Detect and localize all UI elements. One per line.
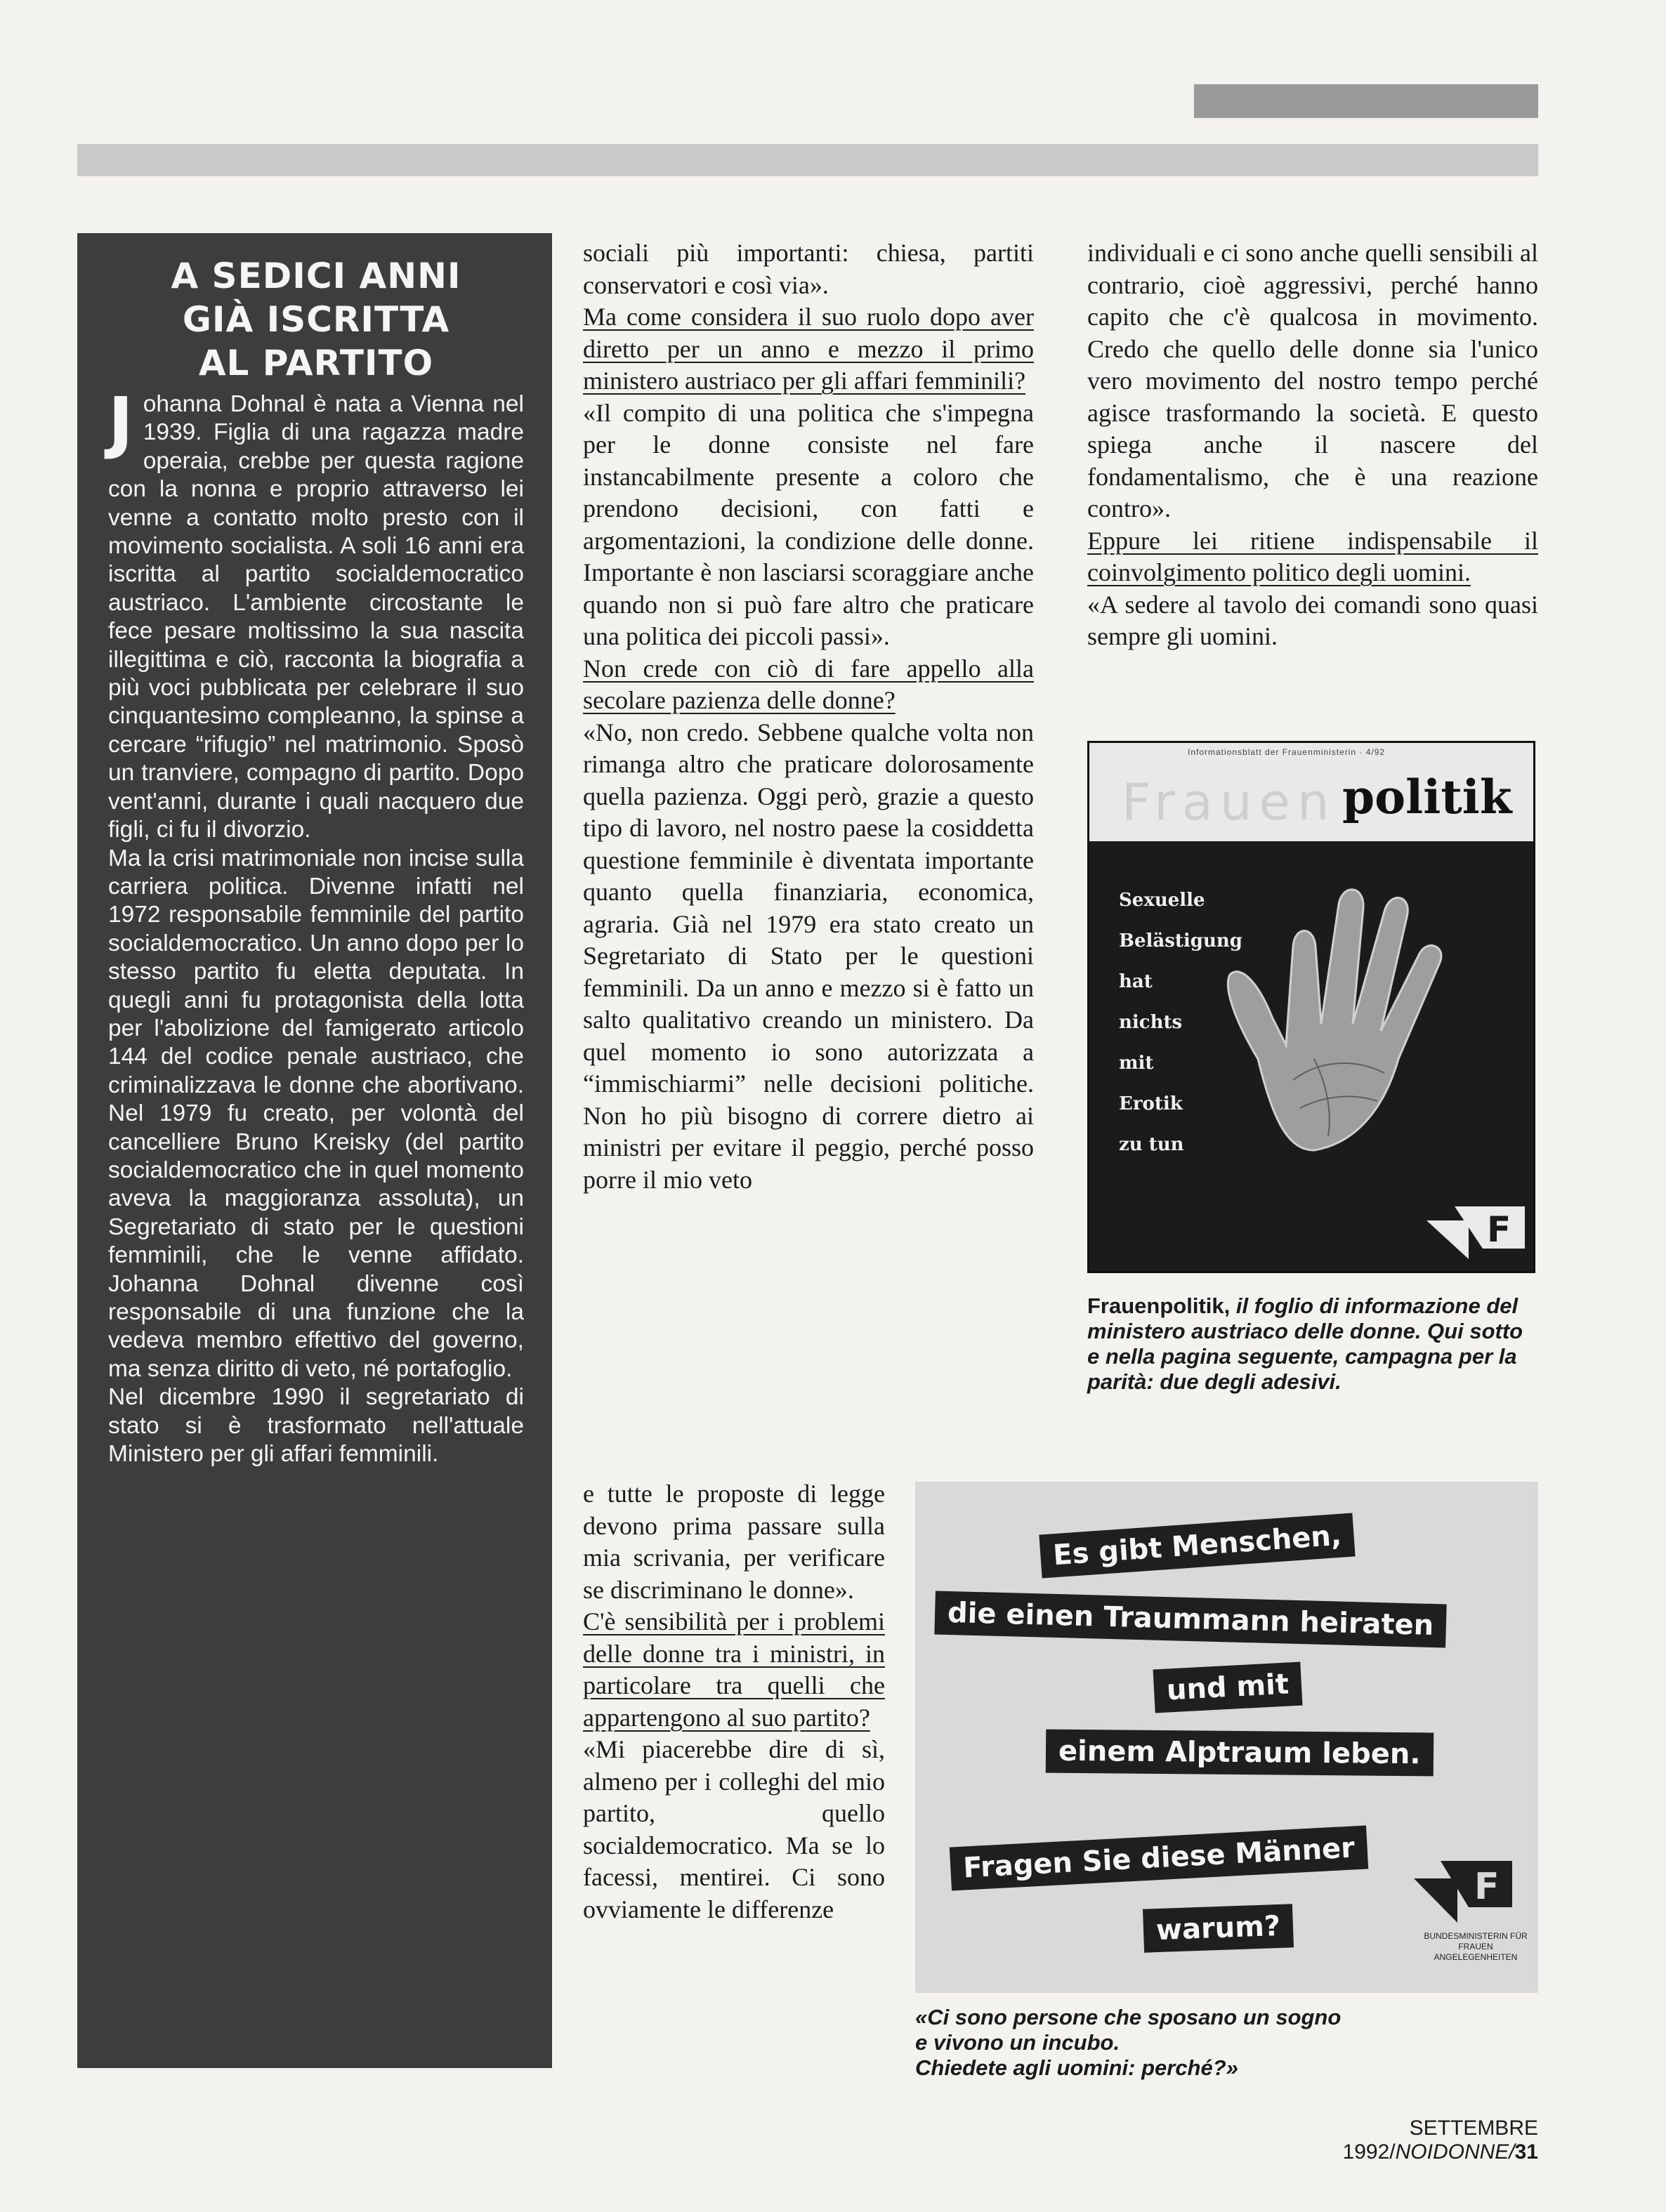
sticker-caption [915, 2005, 1538, 2081]
col2-question-1: Ma come considera il suo ruolo dopo aver diretto per un anno e mezzo il primo ministero austriaco per gli affari femminili? [583, 303, 1034, 395]
cover-word-1: Sexuelle [1119, 890, 1205, 911]
sticker-line-1: Es gibt Menschen, [1039, 1513, 1356, 1578]
sidebar-text [108, 383, 524, 1468]
sticker-line-6: warum? [1143, 1904, 1294, 1952]
cover-word-6: Erotik [1119, 1093, 1183, 1114]
sticker-caption-line-3: Chiedete agli uomini: perché?» [915, 2055, 1238, 2080]
svg-text:F: F [1487, 1209, 1511, 1250]
cover-word-4: nichts [1119, 1012, 1183, 1033]
cover-caption-bold: Frauenpolitik, [1087, 1293, 1231, 1318]
sidebar-paragraph-3: Nel dicembre 1990 il segretariato di stato si è trasformato nell'attuale Ministero per gli affari femminili. [108, 1384, 524, 1468]
sidebar-paragraph-2: Ma la crisi matrimoniale non incise sulla carriera politica. Divenne infatti nel 1972 responsabile femminile del partito socialdemocratico. Un anno dopo per lo stesso partito fu eletta deputata. In quegli anni fu protagonista della lotta per l'abolizione del famigerato articolo 144 del codice penale austriaco, che criminalizzava le donne che abortivano. Nel 1979 fu creato, per volontà del cancelliere Bruno Kreisky (del partito socialdemocratico che in quel momento aveva la maggioranza assoluta), un Segretariato di stato per le questioni femminili, che le venne affidato. Johanna Dohnal divenne così responsabile di una funzione che la vedeva membro effettivo del governo, ma senza diritto di veto, né portafoglio. [108, 845, 524, 1382]
page-footer [1215, 2116, 1538, 2164]
sticker-logo-icon [1414, 1861, 1512, 1924]
hand-icon [1209, 848, 1518, 1185]
campaign-sticker [915, 1482, 1538, 1993]
header-strip [1194, 84, 1538, 118]
sidebar-paragraph-1-text: ohanna Dohnal è nata a Vienna nel 1939. Figlia di una ragazza madre operaia, crebbe per questa ragione con la nonna e proprio attraverso lei venne a contatto molto presto con il movimento socialista. A soli 16 anni era iscritta al partito socialdemocratico austriaco. L'ambiente circostante le fece pesare moltissimo la sua nascita illegittima e ciò, racconta la biografia a più voci pubblicata per celebrare il suo cinquantesimo compleanno, la spinse a cercare “rifugio” nel matrimonio. Sposò un tranviere, compagno di partito. Dopo vent'anni, durante i quali nacquero due figli, ci fu il divorzio. [108, 391, 524, 843]
sticker-caption-line-2: e vivono un incubo. [915, 2030, 1120, 2055]
col2-paragraph-3: «No, non credo. Sebbene qualche volta non rimanga altro che praticare dolorosamente quella pazienza. Oggi però, grazie a questo tipo di lavoro, nel nostro paese la cosiddetta questione femminile è diventata importante quanto quella finanziaria, economica, agraria. Già nel 1979 era stato creato un Segretariato di Stato per le questioni femminili. Da un anno e mezzo si è fatto un salto qualitativo creando un ministero. Da quel momento io sono autorizzata a “immischiarmi” nelle decisioni politiche. Non ho più bisogno di correre dietro ai ministri per evitare il peggio, perché posso porre il mio veto [583, 718, 1034, 1194]
col2-paragraph-2: «Il compito di una politica che s'impegna per le donne consiste nel fare instancabilmente presente a coloro che prendono decisioni, con fatti e argomentazioni, la condizione delle donne. Importante è non lasciarsi scoraggiare anche quando non si può fare altro che praticare una politica dei piccoli passi». [583, 398, 1034, 650]
article-column-3 [1087, 237, 1538, 653]
svg-text:F: F [1474, 1866, 1500, 1908]
col2-question-3: C'è sensibilità per i problemi delle donne tra i ministri, in particolare tra quelli che appartengono al suo partito? [583, 1607, 885, 1732]
cover-caption [1087, 1293, 1537, 1395]
cover-small-text: Informationsblatt der Frauenministerin · 4/92 [1188, 747, 1386, 757]
sticker-line-2: die einen Traummann heiraten [934, 1591, 1447, 1647]
sticker-logo-text: BUNDESMINISTERIN FÜR FRAUEN ANGELEGENHEITEN [1424, 1931, 1528, 1962]
footer-date: SETTEMBRE 1992/ [1342, 2116, 1538, 2164]
sidebar-title-line-1: A SEDICI ANNI [171, 256, 461, 296]
frauenpolitik-cover [1087, 741, 1535, 1273]
cover-caption-text: il foglio di informazione del ministero austriaco delle donne. Qui sotto e nella pagina seguente, campagna per la parità: due degli adesivi. [1087, 1293, 1523, 1394]
header-band [77, 144, 1538, 176]
cover-word-5: mit [1119, 1053, 1154, 1074]
col3-paragraph-2: «A sedere al tavolo dei comandi sono quasi sempre gli uomini. [1087, 590, 1538, 650]
sticker-line-4: einem Alptraum leben. [1046, 1730, 1434, 1777]
col2-paragraph-4: e tutte le proposte di legge devono prima passare sulla mia scrivania, per verificare se discriminano le donne». [583, 1480, 885, 1604]
sidebar-box [77, 233, 552, 2068]
sticker-line-5: Fragen Sie diese Männer [950, 1825, 1369, 1890]
drop-cap: J [108, 383, 133, 461]
article-column-2-narrow [583, 1478, 885, 1925]
col2-paragraph-1: sociali più importanti: chiesa, partiti conservatori e così via». [583, 239, 1034, 299]
footer-magazine: NOIDONNE/ [1395, 2140, 1515, 2164]
col2-question-2: Non crede con ciò di fare appello alla secolare pazienza delle donne? [583, 654, 1034, 714]
sticker-line-3: und mit [1153, 1662, 1303, 1713]
sidebar-paragraph-1 [108, 383, 524, 845]
cover-headline [1119, 880, 1242, 1165]
article-column-2 [583, 237, 1034, 1196]
col3-question-1: Eppure lei ritiene indispensabile il coinvolgimento politico degli uomini. [1087, 526, 1538, 586]
cover-word-7: zu tun [1119, 1134, 1184, 1155]
footer-page-number: 31 [1514, 2140, 1538, 2164]
cover-title-light: Frauen [1122, 772, 1337, 831]
sidebar-title [108, 254, 524, 385]
cover-title-bold: politik [1342, 770, 1512, 824]
ministry-logo-icon [1426, 1206, 1525, 1263]
sticker-caption-line-1: «Ci sono persone che sposano un sogno [915, 2005, 1342, 2029]
col3-paragraph-1: individuali e ci sono anche quelli sensibili al contrario, cioè aggressivi, perché hanno capito che c'è qualcosa in movimento. Credo che quello delle donne sia l'unico vero movimento del nostro tempo perché agisce trasformando la società. E questo spiega anche il nascere del fondamentalismo, che è una reazione contro». [1087, 239, 1538, 522]
cover-word-2: Belästigung [1119, 930, 1242, 952]
sidebar-title-line-2: GIÀ ISCRITTA [182, 299, 450, 340]
cover-word-3: hat [1119, 971, 1153, 992]
sidebar-title-line-3: AL PARTITO [198, 343, 434, 383]
col2-paragraph-5: «Mi piacerebbe dire di sì, almeno per i colleghi del mio partito, quello socialdemocratico. Ma se lo facessi, mentirei. Ci sono ovviamente le differenze [583, 1735, 885, 1923]
